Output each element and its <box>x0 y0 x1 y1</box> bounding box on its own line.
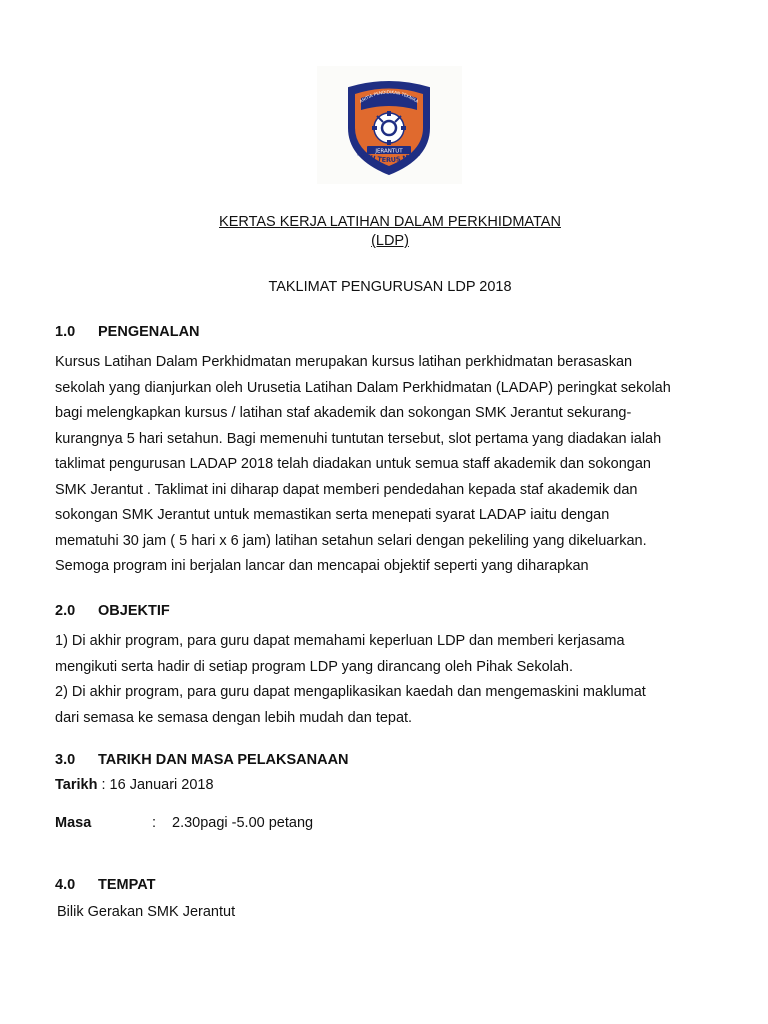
document-title-line1: KERTAS KERJA LATIHAN DALAM PERKHIDMATAN <box>219 214 561 230</box>
objective-line: mengikuti serta hadir di setiap program LDP yang dirancang oleh Pihak Sekolah. <box>55 658 574 675</box>
crest-top-text: ANITIA PENDIDIKAN TEKNIKA <box>358 89 420 104</box>
objective-line: 2) Di akhir program, para guru dapat mengaplikasikan kaedah dan mengemaskini maklumat <box>55 684 646 700</box>
school-crest-logo <box>317 66 462 184</box>
date-value: : 16 Januari 2018 <box>97 777 214 793</box>
section-1-title: PENGENALAN <box>98 324 200 340</box>
section-2-number: 2.0 <box>55 603 76 619</box>
paragraph-line: SMK Jerantut . Taklimat ini diharap dapat memberi pendedahan kepada staf akademik dan <box>55 481 638 498</box>
section-2-paragraph <box>55 629 735 731</box>
document-title-abbrev <box>0 233 768 249</box>
crest-motto-text: MAJU TERUS MAJU <box>355 149 423 165</box>
document-title <box>0 214 768 230</box>
section-2-title: OBJEKTIF <box>98 603 170 619</box>
paragraph-line: kurangnya 5 hari setahun. Bagi memenuhi tuntutan tersebut, slot pertama yang diadakan ialah <box>55 430 662 447</box>
time-row <box>55 815 455 831</box>
paragraph-line: taklimat pengurusan LADAP 2018 telah diadakan untuk semua staff akademik dan sokongan <box>55 456 651 472</box>
date-row <box>55 777 214 793</box>
section-1-paragraph <box>55 350 735 580</box>
crest-band-text: JERANTUT <box>375 148 403 155</box>
paragraph-line: mematuhi 30 jam ( 5 hari x 6 jam) latihan setahun selari dengan pekeliling yang dikeluarkan. <box>55 532 647 549</box>
paragraph-line: Kursus Latihan Dalam Perkhidmatan merupakan kursus latihan perkhidmatan berasaskan <box>55 354 633 370</box>
section-1-heading <box>55 324 200 340</box>
section-1-number: 1.0 <box>55 324 76 340</box>
paragraph-line: sekolah yang dianjurkan oleh Urusetia Latihan Dalam Perkhidmatan (LADAP) peringkat sekolah <box>55 379 671 396</box>
objective-line: 1) Di akhir program, para guru dapat memahami keperluan LDP dan memberi kerjasama <box>55 633 625 649</box>
section-3-number: 3.0 <box>55 752 76 768</box>
time-value: 2.30pagi -5.00 petang <box>172 815 314 831</box>
document-title-line2: (LDP) <box>371 233 409 249</box>
section-3-heading <box>55 752 349 768</box>
section-2-heading <box>55 603 170 619</box>
paragraph-line: Semoga program ini berjalan lancar dan mencapai objektif seperti yang diharapkan <box>55 558 589 574</box>
paragraph-line: bagi melengkapkan kursus / latihan staf akademik dan sokongan SMK Jerantut sekurang- <box>55 405 632 421</box>
venue-value: Bilik Gerakan SMK Jerantut <box>57 904 236 920</box>
section-4-title: TEMPAT <box>98 877 156 893</box>
time-colon: : <box>152 815 157 831</box>
paragraph-line: sokongan SMK Jerantut untuk memastikan serta menepati syarat LADAP iaitu dengan <box>55 507 610 523</box>
document-subtitle: TAKLIMAT PENGURUSAN LDP 2018 <box>268 279 512 295</box>
section-4-heading <box>55 877 155 893</box>
time-label: Masa <box>55 815 92 831</box>
objective-line: dari semasa ke semasa dengan lebih mudah dan tepat. <box>55 709 413 726</box>
crest-shield-icon <box>317 66 462 184</box>
section-4-number: 4.0 <box>55 877 76 893</box>
date-label: Tarikh <box>55 777 98 793</box>
section-3-title: TARIKH DAN MASA PELAKSANAAN <box>98 752 349 768</box>
